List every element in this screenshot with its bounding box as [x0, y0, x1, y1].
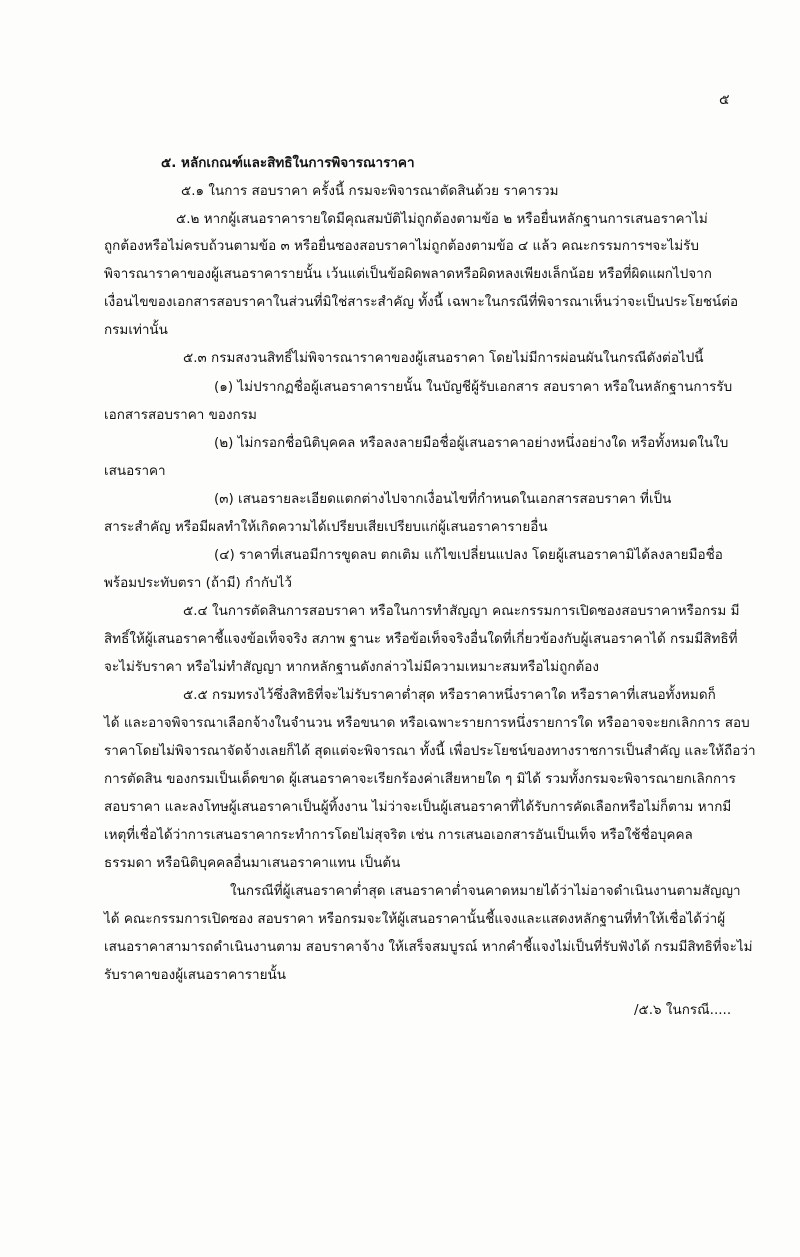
page-number: ๕	[719, 92, 730, 108]
text-line: สาระสำคัญ หรือมีผลทำให้เกิดความได้เปรียบเสียเปรียบแก่ผู้เสนอราคารายอื่น	[104, 519, 548, 535]
text-line: สิทธิ์ให้ผู้เสนอราคาชี้แจงข้อเท็จจริง สภาพ ฐานะ หรือข้อเท็จจริงอื่นใดที่เกี่ยวข้องกับผู้เสนอราคาได้ กรมมีสิทธิที่	[104, 631, 738, 647]
text-line: กรมเท่านั้น	[104, 322, 168, 338]
text-line: ๕.๑ ในการ สอบราคา ครั้งนี้ กรมจะพิจารณาตัดสินด้วย ราคารวม	[181, 183, 559, 199]
text-line: (๑) ไม่ปรากฏชื่อผู้เสนอราคารายนั้น ในบัญชีผู้รับเอกสาร สอบราคา หรือในหลักฐานการรับ	[214, 379, 733, 395]
text-line: พร้อมประทับตรา (ถ้ามี) กำกับไว้	[104, 575, 292, 591]
continuation-marker: /๕.๖ ในกรณี.....	[634, 1002, 732, 1018]
text-line: เสนอราคา	[104, 463, 166, 479]
text-line: เงื่อนไขของเอกสารสอบราคาในส่วนที่มิใช่สาระสำคัญ ทั้งนี้ เฉพาะในกรณีที่พิจารณาเห็นว่าจะเป็นประโยชน์ต่อ	[104, 294, 739, 310]
text-line: ในกรณีที่ผู้เสนอราคาต่ำสุด เสนอราคาต่ำจนคาดหมายได้ว่าไม่อาจดำเนินงานตามสัญญา	[230, 883, 741, 899]
text-line: (๔) ราคาที่เสนอมีการขูดลบ ตกเติม แก้ไขเปลี่ยนแปลง โดยผู้เสนอราคามิได้ลงลายมือชื่อ	[214, 547, 723, 563]
section-heading: ๕. หลักเกณฑ์และสิทธิในการพิจารณาราคา	[161, 155, 415, 171]
text-line: เสนอราคาสามารถดำเนินงานตาม สอบราคาจ้าง ให้เสร็จสมบูรณ์ หากคำชี้แจงไม่เป็นที่รับฟังได้ กรมมีสิทธิที่จะไม่	[104, 939, 753, 955]
text-line: ได้ คณะกรรมการเปิดซอง สอบราคา หรือกรมจะให้ผู้เสนอราคานั้นชี้แจงและแสดงหลักฐานที่ทำให้เชื่อได้ว่าผู้	[104, 911, 726, 927]
text-line: ราคาโดยไม่พิจารณาจัดจ้างเลยก็ได้ สุดแต่จะพิจารณา ทั้งนี้ เพื่อประโยชน์ของทางราชการเป็นสำคัญ และให้ถือว่า	[104, 743, 756, 759]
text-line: ๕.๓ กรมสงวนสิทธิ์ไม่พิจารณาราคาของผู้เสนอราคา โดยไม่มีการผ่อนผันในกรณีดังต่อไปนี้	[183, 350, 704, 366]
text-line: ได้ และอาจพิจารณาเลือกจ้างในจำนวน หรือขนาด หรือเฉพาะรายการหนึ่งรายการใด หรืออาจจะยกเลิกการ สอบ	[104, 715, 750, 731]
text-line: ๕.๔ ในการตัดสินการสอบราคา หรือในการทำสัญญา คณะกรรมการเปิดซองสอบราคาหรือกรม มี	[183, 603, 740, 619]
text-line: เอกสารสอบราคา ของกรม	[104, 407, 257, 423]
text-line: การตัดสิน ของกรมเป็นเด็ดขาด ผู้เสนอราคาจะเรียกร้องค่าเสียหายใด ๆ มิได้ รวมทั้งกรมจะพิจารณายกเลิกการ	[104, 771, 736, 787]
text-line: รับราคาของผู้เสนอราคารายนั้น	[104, 967, 286, 983]
text-line: สอบราคา และลงโทษผู้เสนอราคาเป็นผู้ทิ้งงาน ไม่ว่าจะเป็นผู้เสนอราคาที่ได้รับการคัดเลือกหรือไม่ก็ตาม หากมี	[104, 799, 732, 815]
text-line: ธรรมดา หรือนิติบุคคลอื่นมาเสนอราคาแทน เป็นต้น	[104, 855, 401, 871]
text-line: ๕.๒ หากผู้เสนอราคารายใดมีคุณสมบัติไม่ถูกต้องตามข้อ ๒ หรือยื่นหลักฐานการเสนอราคาไม่	[176, 211, 708, 227]
text-line: เหตุที่เชื่อได้ว่าการเสนอราคากระทำการโดยไม่สุจริต เช่น การเสนอเอกสารอันเป็นเท็จ หรือใช้ชื่อบุคคล	[104, 827, 693, 843]
text-line: ๕.๕ กรมทรงไว้ซึ่งสิทธิที่จะไม่รับราคาต่ำสุด หรือราคาหนึ่งราคาใด หรือราคาที่เสนอทั้งหมดก็	[183, 687, 716, 703]
text-line: จะไม่รับราคา หรือไม่ทำสัญญา หากหลักฐานดังกล่าวไม่มีความเหมาะสมหรือไม่ถูกต้อง	[104, 659, 599, 675]
text-line: พิจารณาราคาของผู้เสนอราคารายนั้น เว้นแต่เป็นข้อผิดพลาดหรือผิดหลงเพียงเล็กน้อย หรือที่ผิดแผกไปจาก	[104, 266, 712, 282]
text-line: ถูกต้องหรือไม่ครบถ้วนตามข้อ ๓ หรือยื่นซองสอบราคาไม่ถูกต้องตามข้อ ๔ แล้ว คณะกรรมการฯจะไม่รับ	[104, 238, 699, 254]
text-line: (๒) ไม่กรอกชื่อนิติบุคคล หรือลงลายมือชื่อผู้เสนอราคาอย่างหนึ่งอย่างใด หรือทั้งหมดในใบ	[214, 435, 729, 451]
text-line: (๓) เสนอรายละเอียดแตกต่างไปจากเงื่อนไขที่กำหนดในเอกสารสอบราคา ที่เป็น	[214, 491, 672, 507]
